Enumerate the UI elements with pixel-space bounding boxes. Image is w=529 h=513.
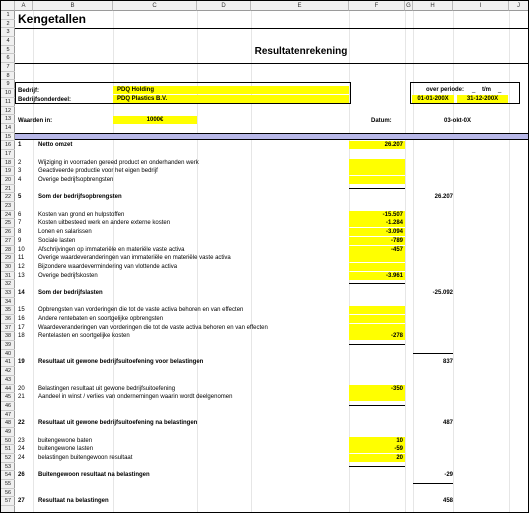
line-number: 3 bbox=[18, 168, 22, 175]
line-number: 24 bbox=[18, 455, 25, 462]
value-input-cell[interactable]: -59 bbox=[349, 445, 405, 453]
division-label: Bedrijfsonderdeel: bbox=[18, 97, 72, 103]
line-label: Kosten uitbesteed werk en andere externe kosten bbox=[38, 220, 171, 227]
line-label: Kosten van grond en hulpstoffen bbox=[38, 211, 125, 218]
row-header[interactable]: 19 bbox=[1, 167, 15, 176]
row-header[interactable]: 52 bbox=[1, 454, 15, 463]
total-value: 837 bbox=[442, 359, 453, 366]
select-all-corner[interactable] bbox=[1, 1, 15, 11]
date-label: Datum: bbox=[371, 118, 392, 124]
sum-rule bbox=[349, 283, 405, 284]
value-input-cell[interactable] bbox=[349, 159, 405, 167]
total-value: 458 bbox=[442, 498, 453, 505]
report-title-divider bbox=[15, 63, 529, 64]
value-input-cell[interactable]: -3.961 bbox=[349, 272, 405, 280]
value-input-cell[interactable] bbox=[349, 324, 405, 332]
row-header[interactable]: 4 bbox=[1, 37, 15, 46]
period-mid: t/m bbox=[482, 87, 491, 93]
row-header[interactable]: 9 bbox=[1, 80, 15, 89]
row-header[interactable]: 23 bbox=[1, 202, 15, 211]
line-label: Wijziging in voorraden gereed product en onderhanden werk bbox=[38, 159, 199, 166]
row-header[interactable]: 29 bbox=[1, 254, 15, 263]
row-header[interactable]: 10 bbox=[1, 89, 15, 98]
line-label: Overige bedrijfsopbrengsten bbox=[38, 177, 114, 184]
line-label: Resultaat uit gewone bedrijfsuitoefening voor belastingen bbox=[38, 359, 204, 366]
row-header[interactable]: 55 bbox=[1, 480, 15, 489]
row-header[interactable]: 35 bbox=[1, 306, 15, 315]
line-label: Overige waardeveranderingen van immateriële en materiële vaste activa bbox=[38, 255, 231, 262]
row-header[interactable]: 15 bbox=[1, 133, 15, 142]
column-header-b[interactable]: B bbox=[33, 1, 113, 11]
line-number: 6 bbox=[18, 211, 22, 218]
line-label: Belastingen resultaat uit gewone bedrijfsuitoefening bbox=[38, 385, 176, 392]
line-number: 18 bbox=[18, 333, 25, 340]
date-value: 03-okt-0X bbox=[444, 118, 472, 124]
line-number: 13 bbox=[18, 272, 25, 279]
column-header-a[interactable]: A bbox=[15, 1, 33, 11]
column-header-d[interactable]: D bbox=[197, 1, 251, 11]
value-input-cell[interactable]: -278 bbox=[349, 332, 405, 340]
period-to-field[interactable]: 31-12-200X bbox=[457, 95, 508, 103]
period-dash: _ bbox=[498, 87, 502, 93]
row-header[interactable]: 56 bbox=[1, 489, 15, 498]
header-band bbox=[15, 133, 529, 140]
row-header[interactable]: 1 bbox=[1, 11, 15, 20]
values-in-label: Waarden in: bbox=[18, 118, 53, 124]
line-number: 27 bbox=[18, 498, 25, 505]
row-header[interactable]: 20 bbox=[1, 176, 15, 185]
line-number: 17 bbox=[18, 324, 25, 331]
line-number: 8 bbox=[18, 229, 22, 236]
row-header[interactable]: 2 bbox=[1, 20, 15, 29]
value-input-cell[interactable] bbox=[349, 315, 405, 323]
sheet-title: Kengetallen bbox=[18, 12, 87, 26]
row-header[interactable]: 16 bbox=[1, 141, 15, 150]
line-number: 16 bbox=[18, 316, 25, 323]
row-header[interactable]: 50 bbox=[1, 437, 15, 446]
line-number: 23 bbox=[18, 437, 25, 444]
value-input-cell[interactable]: -1.284 bbox=[349, 219, 405, 227]
period-dash: _ bbox=[472, 87, 476, 93]
line-label: Opbrengsten van vorderingen die tot de vaste activa behoren en van effecten bbox=[38, 307, 244, 314]
line-number: 7 bbox=[18, 220, 22, 227]
row-header[interactable]: 7 bbox=[1, 63, 15, 72]
division-field[interactable]: PDQ Plastics B.V. bbox=[113, 95, 349, 103]
value-input-cell[interactable]: 20 bbox=[349, 454, 405, 462]
line-number: 1 bbox=[18, 142, 22, 149]
row-header[interactable]: 31 bbox=[1, 272, 15, 281]
row-header[interactable]: 51 bbox=[1, 445, 15, 454]
line-label: buitengewone lasten bbox=[38, 446, 94, 453]
row-header[interactable]: 11 bbox=[1, 98, 15, 107]
line-label: Afschrijvingen op immateriële en materiële vaste activa bbox=[38, 246, 185, 253]
line-number: 21 bbox=[18, 394, 25, 401]
column-header-f[interactable]: F bbox=[349, 1, 405, 11]
value-input-cell[interactable]: -350 bbox=[349, 385, 405, 393]
column-header-g[interactable]: G bbox=[405, 1, 413, 11]
line-label: Aandeel in winst / verlies van ondernemingen waarin wordt deelgenomen bbox=[38, 394, 233, 401]
period-from-field[interactable]: 01-01-200X bbox=[412, 95, 454, 103]
sum-rule bbox=[349, 466, 405, 467]
row-header-column bbox=[1, 11, 15, 513]
company-field[interactable]: PDQ Holding bbox=[113, 86, 349, 94]
line-label: Lonen en salarissen bbox=[38, 229, 92, 236]
value-input-cell[interactable] bbox=[349, 254, 405, 262]
line-label: Overige bedrijfskosten bbox=[38, 272, 98, 279]
value-input-cell[interactable] bbox=[349, 306, 405, 314]
row-header[interactable]: 49 bbox=[1, 428, 15, 437]
row-header[interactable]: 8 bbox=[1, 72, 15, 81]
row-header[interactable]: 21 bbox=[1, 185, 15, 194]
line-number: 12 bbox=[18, 263, 25, 270]
column-header-j[interactable]: J bbox=[509, 1, 529, 11]
line-number: 19 bbox=[18, 359, 25, 366]
sum-rule bbox=[413, 353, 453, 354]
row-header[interactable]: 43 bbox=[1, 376, 15, 385]
line-number: 22 bbox=[18, 420, 25, 427]
sum-rule bbox=[349, 188, 405, 189]
line-label: Andere rentebaten en soortgelijke opbrengsten bbox=[38, 316, 164, 323]
row-header[interactable]: 41 bbox=[1, 358, 15, 367]
row-header[interactable]: 38 bbox=[1, 332, 15, 341]
line-label: buitengewone baten bbox=[38, 437, 93, 444]
values-in-field[interactable]: 1000€ bbox=[113, 116, 197, 124]
value-input-cell[interactable] bbox=[349, 393, 405, 401]
line-number: 24 bbox=[18, 446, 25, 453]
row-header[interactable]: 32 bbox=[1, 280, 15, 289]
line-number: 5 bbox=[18, 194, 22, 201]
company-label: Bedrijf: bbox=[18, 88, 39, 94]
line-label: Sociale lasten bbox=[38, 237, 76, 244]
line-label: Netto omzet bbox=[38, 142, 73, 149]
line-label: Som der bedrijfslasten bbox=[38, 289, 103, 296]
line-number: 26 bbox=[18, 472, 25, 479]
row-header[interactable]: 54 bbox=[1, 471, 15, 480]
row-header[interactable]: 48 bbox=[1, 419, 15, 428]
row-header[interactable]: 40 bbox=[1, 350, 15, 359]
value-input-cell[interactable]: -789 bbox=[349, 237, 405, 245]
row-header[interactable]: 24 bbox=[1, 211, 15, 220]
row-header[interactable]: 26 bbox=[1, 228, 15, 237]
total-value: 26.207 bbox=[434, 194, 453, 201]
line-number: 15 bbox=[18, 307, 25, 314]
period-label: over periode: bbox=[426, 87, 465, 93]
row-header[interactable]: 45 bbox=[1, 393, 15, 402]
row-header[interactable]: 17 bbox=[1, 150, 15, 159]
row-header[interactable]: 53 bbox=[1, 463, 15, 472]
row-header[interactable]: 25 bbox=[1, 219, 15, 228]
line-number: 10 bbox=[18, 246, 25, 253]
row-header[interactable]: 57 bbox=[1, 497, 15, 506]
line-label: Som der bedrijfsopbrengsten bbox=[38, 194, 122, 201]
line-number: 4 bbox=[18, 177, 22, 184]
sum-rule bbox=[413, 483, 453, 484]
line-number: 2 bbox=[18, 159, 22, 166]
gridline bbox=[405, 11, 406, 512]
sum-rule bbox=[349, 344, 405, 345]
value-input-cell[interactable]: -3.094 bbox=[349, 228, 405, 236]
row-header[interactable]: 28 bbox=[1, 246, 15, 255]
line-label: Geactiveerde productie voor het eigen bedrijf bbox=[38, 168, 158, 175]
total-value: -29 bbox=[444, 472, 453, 479]
value-input-cell[interactable]: -15.507 bbox=[349, 211, 405, 219]
title-divider bbox=[15, 28, 529, 29]
row-header[interactable]: 27 bbox=[1, 237, 15, 246]
total-value: -25.092 bbox=[432, 289, 453, 296]
row-header[interactable]: 46 bbox=[1, 402, 15, 411]
row-header[interactable]: 44 bbox=[1, 385, 15, 394]
column-header-e[interactable]: E bbox=[251, 1, 349, 11]
row-header[interactable]: 30 bbox=[1, 263, 15, 272]
row-header[interactable]: 5 bbox=[1, 46, 15, 55]
row-header[interactable]: 37 bbox=[1, 324, 15, 333]
row-header[interactable]: 34 bbox=[1, 298, 15, 307]
line-number: 9 bbox=[18, 237, 22, 244]
value-input-cell[interactable]: 10 bbox=[349, 437, 405, 445]
row-header[interactable]: 47 bbox=[1, 411, 15, 420]
value-input-cell[interactable]: -457 bbox=[349, 246, 405, 254]
total-value: 487 bbox=[442, 420, 453, 427]
row-header[interactable]: 42 bbox=[1, 367, 15, 376]
row-header[interactable]: 36 bbox=[1, 315, 15, 324]
column-header-c[interactable]: C bbox=[113, 1, 197, 11]
row-header[interactable]: 18 bbox=[1, 159, 15, 168]
row-header[interactable]: 33 bbox=[1, 289, 15, 298]
value-input-cell[interactable]: 26.207 bbox=[349, 141, 405, 149]
value-input-cell[interactable] bbox=[349, 167, 405, 175]
line-label: Waardeveranderingen van vorderingen die tot de vaste activa behoren en van effecten bbox=[38, 324, 268, 331]
value-input-cell[interactable] bbox=[349, 263, 405, 271]
row-header[interactable]: 13 bbox=[1, 115, 15, 124]
line-label: Resultaat uit gewone bedrijfsuitoefening na belastingen bbox=[38, 420, 198, 427]
line-number: 14 bbox=[18, 289, 25, 296]
value-input-cell[interactable] bbox=[349, 176, 405, 184]
row-header[interactable]: 12 bbox=[1, 107, 15, 116]
line-label: Buitengewoon resultaat na belastingen bbox=[38, 472, 150, 479]
line-label: Resultaat na belastingen bbox=[38, 498, 109, 505]
column-header-h[interactable]: H bbox=[413, 1, 453, 11]
line-label: Bijzondere waardevermindering van vlottende activa bbox=[38, 263, 178, 270]
line-number: 20 bbox=[18, 385, 25, 392]
line-number: 11 bbox=[18, 255, 25, 262]
row-header[interactable]: 6 bbox=[1, 54, 15, 63]
column-header-i[interactable]: I bbox=[453, 1, 509, 11]
row-header[interactable]: 22 bbox=[1, 193, 15, 202]
report-title: Resultatenrekening bbox=[254, 46, 348, 57]
row-header[interactable]: 3 bbox=[1, 28, 15, 37]
sum-rule bbox=[349, 405, 405, 406]
line-label: belastingen buitengewoon resultaat bbox=[38, 455, 133, 462]
row-header[interactable]: 39 bbox=[1, 341, 15, 350]
line-label: Rentelasten en soortgelijke kosten bbox=[38, 333, 130, 340]
row-header[interactable]: 14 bbox=[1, 124, 15, 133]
